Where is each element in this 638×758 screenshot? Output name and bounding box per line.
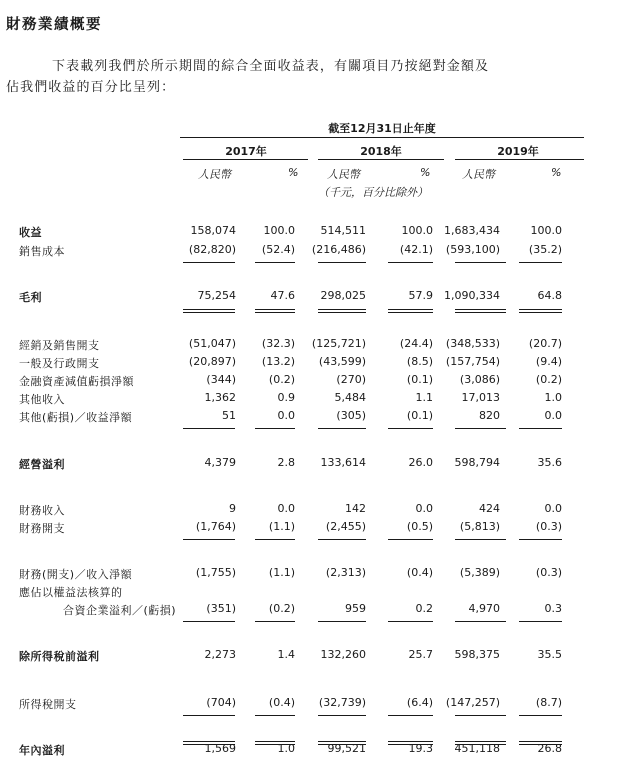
percent-cell: 47.6	[270, 289, 295, 302]
row-label: 經銷及銷售開支	[19, 339, 100, 352]
subtotal-rule	[388, 262, 433, 263]
subtotal-rule	[183, 621, 235, 622]
percent-cell: (8.5)	[406, 355, 433, 368]
amount-cell: 1,090,334	[444, 289, 500, 302]
subtotal-rule	[455, 621, 506, 622]
total-double-rule	[183, 309, 235, 310]
row-label: 財務開支	[19, 522, 65, 535]
percent-cell: 100.0	[530, 224, 562, 237]
amount-cell: (1,764)	[195, 520, 236, 533]
amount-cell: (2,313)	[325, 566, 366, 579]
year-rule-2017	[183, 159, 308, 160]
percent-label-2018: %	[420, 166, 431, 179]
percent-cell: 0.3	[544, 602, 562, 615]
amount-cell: (20,897)	[188, 355, 236, 368]
total-double-rule	[255, 741, 295, 742]
percent-cell: (13.2)	[261, 355, 295, 368]
percent-cell: 1.0	[277, 742, 295, 755]
amount-cell: 99,521	[327, 742, 366, 755]
year-rule-2019	[455, 159, 584, 160]
subtotal-rule	[388, 621, 433, 622]
row-label: 毛利	[19, 291, 42, 304]
table-row	[0, 648, 638, 664]
percent-cell: 35.5	[537, 648, 562, 661]
row-label: 銷售成本	[19, 245, 65, 258]
amount-cell: (82,820)	[188, 243, 236, 256]
amount-cell: (3,086)	[459, 373, 500, 386]
percent-cell: 0.9	[277, 391, 295, 404]
subtotal-rule	[388, 539, 433, 540]
amount-cell: 514,511	[320, 224, 366, 237]
amount-cell: 142	[345, 502, 366, 515]
period-header-rule	[180, 137, 584, 138]
percent-cell: 64.8	[537, 289, 562, 302]
amount-cell: 424	[479, 502, 500, 515]
amount-cell: 5,484	[334, 391, 366, 404]
percent-cell: (0.1)	[406, 409, 433, 422]
subtotal-rule	[183, 428, 235, 429]
section-heading: 財務業績概要	[6, 17, 102, 33]
percent-cell: (8.7)	[535, 696, 562, 709]
total-double-rule	[519, 741, 562, 742]
percent-cell: 100.0	[263, 224, 295, 237]
percent-cell: 1.4	[277, 648, 295, 661]
subtotal-rule	[318, 539, 366, 540]
percent-cell: (0.2)	[268, 602, 295, 615]
total-double-rule	[455, 309, 506, 310]
subtotal-rule	[255, 262, 295, 263]
amount-cell: 51	[222, 409, 236, 422]
subtotal-rule	[388, 428, 433, 429]
amount-cell: (147,257)	[445, 696, 500, 709]
percent-cell: 2.8	[277, 456, 295, 469]
intro-line-2: 佔我們收益的百分比呈列：	[6, 80, 176, 95]
amount-cell: 1,362	[204, 391, 236, 404]
subtotal-rule	[318, 715, 366, 716]
subtotal-rule	[519, 715, 562, 716]
amount-cell: (216,486)	[311, 243, 366, 256]
row-label: 其他收入	[19, 393, 65, 406]
percent-cell: (1.1)	[268, 566, 295, 579]
row-label: 年內溢利	[19, 744, 65, 757]
percent-cell: 26.8	[537, 742, 562, 755]
row-label: 其他(虧損)／收益淨額	[19, 411, 133, 424]
amount-cell: (704)	[206, 696, 236, 709]
year-header-2019: 2019年	[497, 145, 539, 158]
subtotal-rule	[183, 539, 235, 540]
amount-cell: 2,273	[204, 648, 236, 661]
intro-paragraph	[6, 56, 606, 98]
percent-cell: (35.2)	[528, 243, 562, 256]
amount-cell: (348,533)	[445, 337, 500, 350]
amount-cell: (5,389)	[459, 566, 500, 579]
subtotal-rule	[519, 262, 562, 263]
percent-cell: 35.6	[537, 456, 562, 469]
table-row	[0, 602, 638, 618]
amount-cell: (157,754)	[445, 355, 500, 368]
amount-cell: 158,074	[190, 224, 236, 237]
amount-cell: 1,569	[204, 742, 236, 755]
percent-cell: (32.3)	[261, 337, 295, 350]
table-row	[0, 243, 638, 259]
subtotal-rule	[318, 621, 366, 622]
subtotal-rule	[183, 262, 235, 263]
percent-cell: 0.0	[544, 502, 562, 515]
amount-cell: 75,254	[197, 289, 236, 302]
row-label: 收益	[19, 226, 42, 239]
subtotal-rule	[318, 262, 366, 263]
table-row	[0, 373, 638, 389]
amount-cell: 133,614	[320, 456, 366, 469]
table-row	[0, 566, 638, 582]
amount-cell: (351)	[206, 602, 236, 615]
percent-cell: (0.2)	[268, 373, 295, 386]
percent-cell: 0.0	[544, 409, 562, 422]
amount-cell: (43,599)	[318, 355, 366, 368]
total-double-rule	[183, 741, 235, 742]
amount-cell: (125,721)	[311, 337, 366, 350]
total-double-rule	[255, 309, 295, 310]
amount-cell: 4,970	[468, 602, 500, 615]
table-row	[0, 337, 638, 353]
amount-cell: 451,118	[454, 742, 500, 755]
amount-cell: 17,013	[461, 391, 500, 404]
percent-cell: 26.0	[408, 456, 433, 469]
row-label: 除所得稅前溢利	[19, 650, 100, 663]
table-row	[0, 696, 638, 712]
percent-cell: (0.4)	[406, 566, 433, 579]
amount-cell: (32,739)	[318, 696, 366, 709]
amount-cell: 9	[229, 502, 236, 515]
percent-cell: 0.0	[277, 409, 295, 422]
table-row	[0, 224, 638, 240]
subtotal-rule	[255, 539, 295, 540]
subtotal-rule	[183, 715, 235, 716]
percent-cell: (42.1)	[399, 243, 433, 256]
percent-cell: (0.4)	[268, 696, 295, 709]
amount-cell: 132,260	[320, 648, 366, 661]
amount-cell: (593,100)	[445, 243, 500, 256]
subtotal-rule	[519, 539, 562, 540]
percent-label-2017: %	[288, 166, 299, 179]
subtotal-rule	[388, 715, 433, 716]
percent-cell: 0.0	[415, 502, 433, 515]
currency-label-2019: 人民幣	[462, 168, 495, 181]
total-double-rule	[519, 309, 562, 310]
percent-cell: (0.5)	[406, 520, 433, 533]
unit-note: （千元，百分比除外）	[318, 186, 428, 199]
table-row	[0, 391, 638, 407]
percent-cell: (0.3)	[535, 566, 562, 579]
subtotal-rule	[519, 428, 562, 429]
amount-cell: (1,755)	[195, 566, 236, 579]
amount-cell: (51,047)	[188, 337, 236, 350]
subtotal-rule	[519, 621, 562, 622]
row-label: 財務收入	[19, 504, 65, 517]
percent-cell: 0.2	[415, 602, 433, 615]
table-row	[0, 289, 638, 305]
subtotal-rule	[455, 715, 506, 716]
percent-cell: (6.4)	[406, 696, 433, 709]
period-header: 截至12月31日止年度	[328, 122, 436, 135]
subtotal-rule	[255, 715, 295, 716]
currency-label-2018: 人民幣	[327, 168, 360, 181]
amount-cell: 959	[345, 602, 366, 615]
amount-cell: (305)	[336, 409, 366, 422]
amount-cell: 598,794	[454, 456, 500, 469]
table-row	[0, 456, 638, 472]
percent-cell: (20.7)	[528, 337, 562, 350]
percent-cell: 0.0	[277, 502, 295, 515]
amount-cell: (344)	[206, 373, 236, 386]
table-row	[0, 520, 638, 536]
currency-label-2017: 人民幣	[198, 168, 231, 181]
total-double-rule	[388, 741, 433, 742]
amount-cell: (5,813)	[459, 520, 500, 533]
percent-cell: 57.9	[408, 289, 433, 302]
row-label: 應佔以權益法核算的	[19, 586, 123, 599]
amount-cell: (2,455)	[325, 520, 366, 533]
row-label: 合資企業溢利／(虧損)	[63, 604, 177, 617]
subtotal-rule	[255, 428, 295, 429]
percent-cell: (24.4)	[399, 337, 433, 350]
total-double-rule	[455, 741, 506, 742]
amount-cell: 298,025	[320, 289, 366, 302]
table-row	[0, 584, 638, 600]
subtotal-rule	[318, 428, 366, 429]
year-rule-2018	[318, 159, 444, 160]
percent-cell: (0.2)	[535, 373, 562, 386]
table-row	[0, 742, 638, 758]
row-label: 金融資產減值虧損淨額	[19, 375, 134, 388]
row-label: 財務(開支)／收入淨額	[19, 568, 133, 581]
percent-cell: 19.3	[408, 742, 433, 755]
row-label: 一般及行政開支	[19, 357, 100, 370]
row-label: 經營溢利	[19, 458, 65, 471]
row-label: 所得稅開支	[19, 698, 77, 711]
amount-cell: (270)	[336, 373, 366, 386]
table-row	[0, 355, 638, 371]
percent-cell: (9.4)	[535, 355, 562, 368]
total-double-rule	[318, 309, 366, 310]
year-header-2017: 2017年	[225, 145, 267, 158]
total-double-rule	[388, 309, 433, 310]
total-double-rule	[318, 741, 366, 742]
percent-label-2019: %	[551, 166, 562, 179]
subtotal-rule	[455, 428, 506, 429]
year-header-2018: 2018年	[360, 145, 402, 158]
percent-cell: (1.1)	[268, 520, 295, 533]
table-row	[0, 409, 638, 425]
amount-cell: 598,375	[454, 648, 500, 661]
intro-line-1: 下表載列我們於所示期間的綜合全面收益表，有關項目乃按絕對金額及	[52, 59, 490, 74]
amount-cell: 820	[479, 409, 500, 422]
percent-cell: (52.4)	[261, 243, 295, 256]
subtotal-rule	[455, 539, 506, 540]
percent-cell: (0.1)	[406, 373, 433, 386]
percent-cell: 1.0	[544, 391, 562, 404]
percent-cell: (0.3)	[535, 520, 562, 533]
table-row	[0, 502, 638, 518]
percent-cell: 1.1	[415, 391, 433, 404]
amount-cell: 1,683,434	[444, 224, 500, 237]
amount-cell: 4,379	[204, 456, 236, 469]
percent-cell: 25.7	[408, 648, 433, 661]
percent-cell: 100.0	[401, 224, 433, 237]
subtotal-rule	[255, 621, 295, 622]
subtotal-rule	[455, 262, 506, 263]
